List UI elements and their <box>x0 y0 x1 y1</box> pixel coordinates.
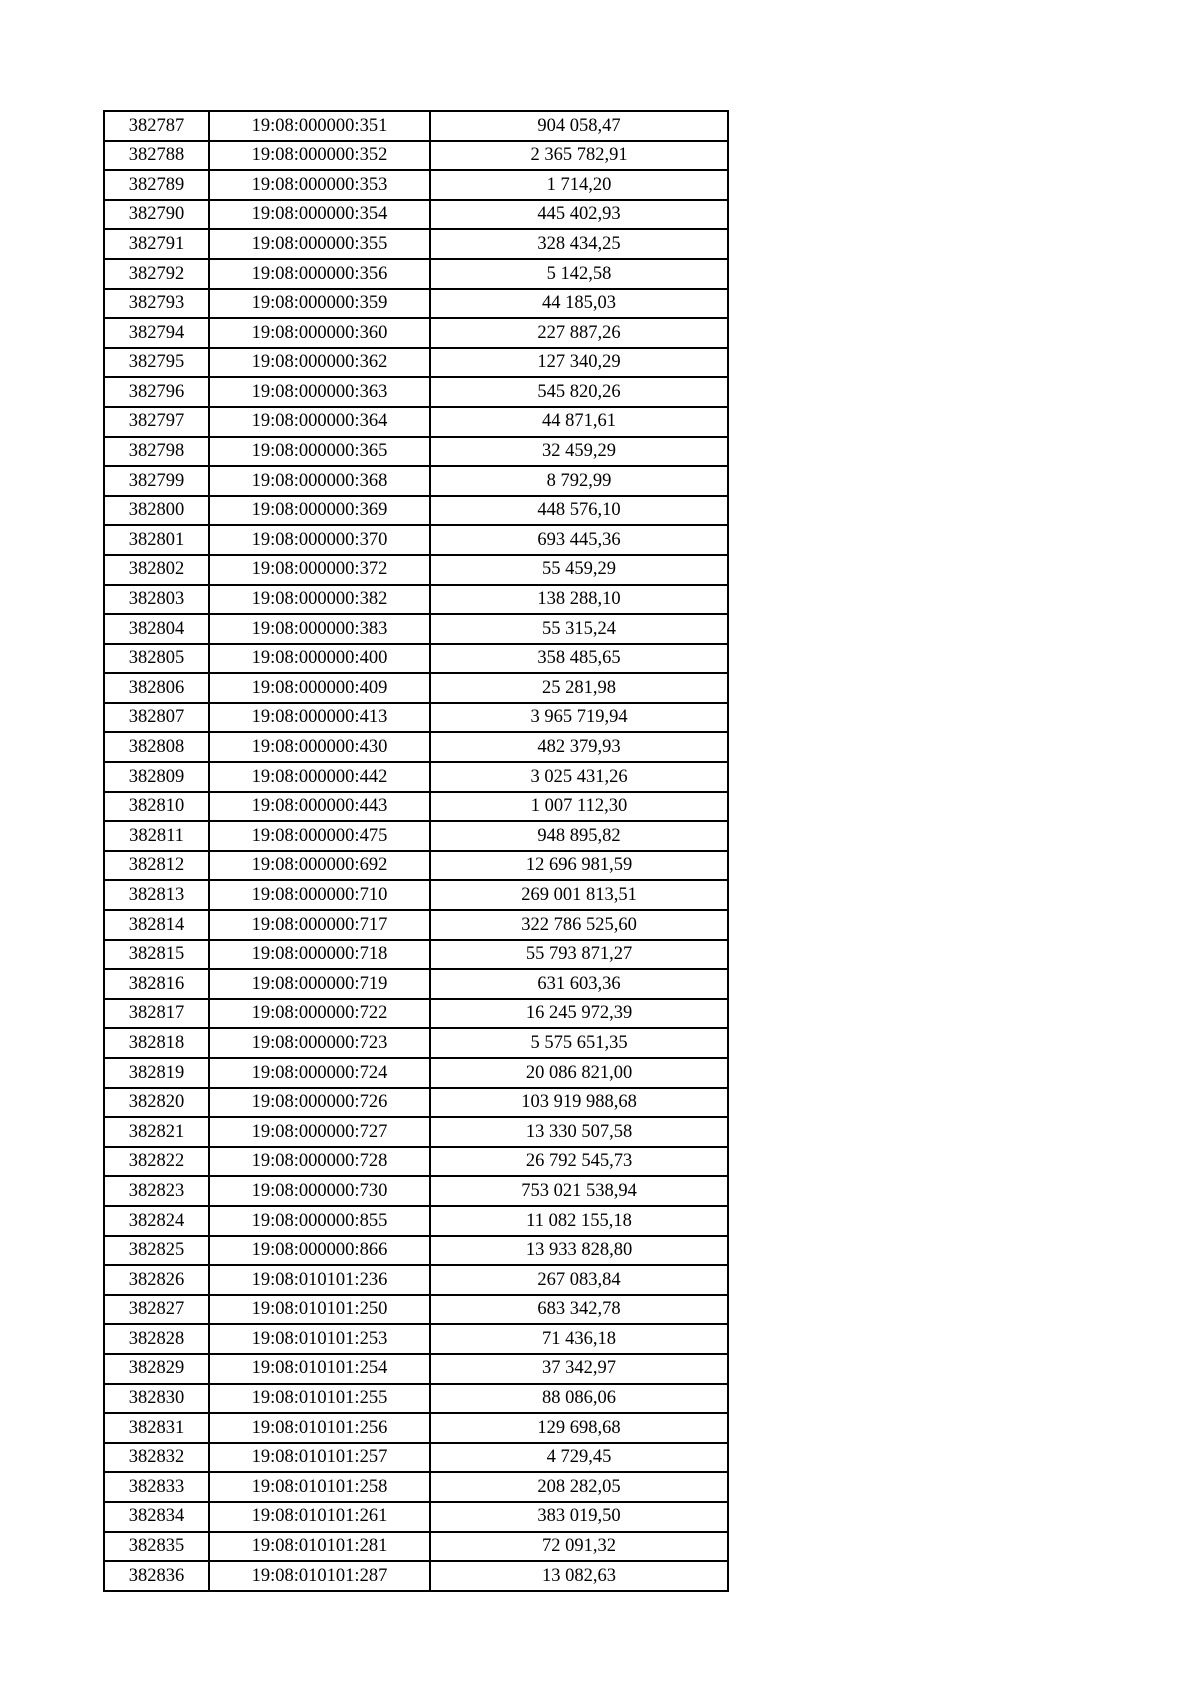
cadastral-value-cell: 55 459,29 <box>430 555 728 585</box>
table-row <box>104 259 728 289</box>
table-row <box>104 407 728 437</box>
cadastral-value-cell: 358 485,65 <box>430 644 728 674</box>
cadastral-number-cell: 19:08:000000:443 <box>209 792 430 822</box>
cadastral-number-cell: 19:08:000000:692 <box>209 851 430 881</box>
cadastral-value-cell: 88 086,06 <box>430 1384 728 1414</box>
table-row <box>104 644 728 674</box>
table-row <box>104 880 728 910</box>
row-number-cell: 382799 <box>104 466 209 496</box>
cadastral-value-cell: 631 603,36 <box>430 969 728 999</box>
row-number-cell: 382796 <box>104 377 209 407</box>
cadastral-number-cell: 19:08:000000:728 <box>209 1147 430 1177</box>
cadastral-number-cell: 19:08:000000:409 <box>209 673 430 703</box>
table-row <box>104 585 728 615</box>
cadastral-number-cell: 19:08:000000:370 <box>209 525 430 555</box>
row-number-cell: 382814 <box>104 910 209 940</box>
table-row <box>104 200 728 230</box>
row-number-cell: 382810 <box>104 792 209 822</box>
cadastral-number-cell: 19:08:000000:383 <box>209 614 430 644</box>
row-number-cell: 382800 <box>104 496 209 526</box>
row-number-cell: 382826 <box>104 1265 209 1295</box>
cadastral-value-cell: 138 288,10 <box>430 585 728 615</box>
cadastral-number-cell: 19:08:000000:365 <box>209 437 430 467</box>
cadastral-number-cell: 19:08:000000:362 <box>209 348 430 378</box>
table-row <box>104 1384 728 1414</box>
cadastral-number-cell: 19:08:000000:363 <box>209 377 430 407</box>
cadastral-value-cell: 12 696 981,59 <box>430 851 728 881</box>
cadastral-value-cell: 72 091,32 <box>430 1532 728 1562</box>
table-row <box>104 999 728 1029</box>
cadastral-value-cell: 44 185,03 <box>430 289 728 319</box>
row-number-cell: 382794 <box>104 318 209 348</box>
table-row <box>104 348 728 378</box>
cadastral-value-cell: 13 330 507,58 <box>430 1117 728 1147</box>
cadastral-number-cell: 19:08:000000:356 <box>209 259 430 289</box>
table-row <box>104 910 728 940</box>
table-row <box>104 1265 728 1295</box>
row-number-cell: 382817 <box>104 999 209 1029</box>
cadastral-number-cell: 19:08:000000:866 <box>209 1236 430 1266</box>
row-number-cell: 382793 <box>104 289 209 319</box>
cadastral-value-cell: 25 281,98 <box>430 673 728 703</box>
cadastral-value-cell: 3 965 719,94 <box>430 703 728 733</box>
cadastral-number-cell: 19:08:000000:855 <box>209 1206 430 1236</box>
cadastral-value-cell: 13 933 828,80 <box>430 1236 728 1266</box>
row-number-cell: 382797 <box>104 407 209 437</box>
row-number-cell: 382816 <box>104 969 209 999</box>
cadastral-number-cell: 19:08:010101:255 <box>209 1384 430 1414</box>
cadastral-number-cell: 19:08:010101:287 <box>209 1561 430 1591</box>
row-number-cell: 382795 <box>104 348 209 378</box>
table-row <box>104 1088 728 1118</box>
row-number-cell: 382833 <box>104 1472 209 1502</box>
cadastral-number-cell: 19:08:010101:258 <box>209 1472 430 1502</box>
cadastral-value-cell: 683 342,78 <box>430 1295 728 1325</box>
cadastral-value-cell: 328 434,25 <box>430 229 728 259</box>
cadastral-number-cell: 19:08:000000:413 <box>209 703 430 733</box>
table-row <box>104 1443 728 1473</box>
table-row <box>104 1295 728 1325</box>
row-number-cell: 382830 <box>104 1384 209 1414</box>
row-number-cell: 382811 <box>104 821 209 851</box>
row-number-cell: 382822 <box>104 1147 209 1177</box>
row-number-cell: 382824 <box>104 1206 209 1236</box>
table-row <box>104 1561 728 1591</box>
cadastral-number-cell: 19:08:000000:718 <box>209 940 430 970</box>
table-row <box>104 1058 728 1088</box>
cadastral-value-cell: 322 786 525,60 <box>430 910 728 940</box>
cadastral-number-cell: 19:08:010101:254 <box>209 1354 430 1384</box>
cadastral-value-cell: 129 698,68 <box>430 1413 728 1443</box>
cadastral-value-cell: 753 021 538,94 <box>430 1176 728 1206</box>
cadastral-number-cell: 19:08:010101:253 <box>209 1324 430 1354</box>
table-row <box>104 555 728 585</box>
row-number-cell: 382801 <box>104 525 209 555</box>
row-number-cell: 382832 <box>104 1443 209 1473</box>
cadastral-number-cell: 19:08:000000:360 <box>209 318 430 348</box>
row-number-cell: 382809 <box>104 762 209 792</box>
table-row <box>104 289 728 319</box>
cadastral-value-cell: 127 340,29 <box>430 348 728 378</box>
row-number-cell: 382788 <box>104 141 209 171</box>
cadastral-value-cell: 227 887,26 <box>430 318 728 348</box>
table-row <box>104 821 728 851</box>
table-row <box>104 318 728 348</box>
cadastral-number-cell: 19:08:000000:475 <box>209 821 430 851</box>
table-row <box>104 792 728 822</box>
table-row <box>104 732 728 762</box>
cadastral-value-cell: 5 575 651,35 <box>430 1028 728 1058</box>
row-number-cell: 382835 <box>104 1532 209 1562</box>
cadastral-value-table <box>103 110 729 1592</box>
table-body <box>104 111 728 1591</box>
cadastral-value-cell: 13 082,63 <box>430 1561 728 1591</box>
row-number-cell: 382815 <box>104 940 209 970</box>
table-row <box>104 614 728 644</box>
cadastral-value-cell: 904 058,47 <box>430 111 728 141</box>
cadastral-value-cell: 44 871,61 <box>430 407 728 437</box>
cadastral-number-cell: 19:08:010101:250 <box>209 1295 430 1325</box>
cadastral-number-cell: 19:08:000000:351 <box>209 111 430 141</box>
row-number-cell: 382798 <box>104 437 209 467</box>
cadastral-value-cell: 1 714,20 <box>430 170 728 200</box>
row-number-cell: 382829 <box>104 1354 209 1384</box>
cadastral-number-cell: 19:08:000000:726 <box>209 1088 430 1118</box>
cadastral-value-cell: 445 402,93 <box>430 200 728 230</box>
cadastral-number-cell: 19:08:010101:236 <box>209 1265 430 1295</box>
table-row <box>104 1028 728 1058</box>
cadastral-number-cell: 19:08:010101:257 <box>209 1443 430 1473</box>
cadastral-value-cell: 32 459,29 <box>430 437 728 467</box>
cadastral-value-cell: 2 365 782,91 <box>430 141 728 171</box>
table-row <box>104 1117 728 1147</box>
row-number-cell: 382825 <box>104 1236 209 1266</box>
cadastral-value-cell: 55 315,24 <box>430 614 728 644</box>
table-row <box>104 1354 728 1384</box>
cadastral-number-cell: 19:08:000000:369 <box>209 496 430 526</box>
row-number-cell: 382806 <box>104 673 209 703</box>
cadastral-number-cell: 19:08:000000:723 <box>209 1028 430 1058</box>
cadastral-value-cell: 3 025 431,26 <box>430 762 728 792</box>
table-row <box>104 377 728 407</box>
cadastral-value-cell: 1 007 112,30 <box>430 792 728 822</box>
table-row <box>104 762 728 792</box>
cadastral-value-cell: 948 895,82 <box>430 821 728 851</box>
cadastral-value-cell: 482 379,93 <box>430 732 728 762</box>
row-number-cell: 382790 <box>104 200 209 230</box>
cadastral-number-cell: 19:08:010101:256 <box>209 1413 430 1443</box>
cadastral-value-cell: 448 576,10 <box>430 496 728 526</box>
table-row <box>104 969 728 999</box>
row-number-cell: 382802 <box>104 555 209 585</box>
table-row <box>104 111 728 141</box>
cadastral-number-cell: 19:08:000000:364 <box>209 407 430 437</box>
row-number-cell: 382813 <box>104 880 209 910</box>
row-number-cell: 382823 <box>104 1176 209 1206</box>
cadastral-value-cell: 208 282,05 <box>430 1472 728 1502</box>
cadastral-value-cell: 103 919 988,68 <box>430 1088 728 1118</box>
cadastral-value-cell: 37 342,97 <box>430 1354 728 1384</box>
cadastral-value-cell: 26 792 545,73 <box>430 1147 728 1177</box>
table-row <box>104 851 728 881</box>
cadastral-number-cell: 19:08:000000:430 <box>209 732 430 762</box>
cadastral-value-cell: 20 086 821,00 <box>430 1058 728 1088</box>
cadastral-number-cell: 19:08:000000:382 <box>209 585 430 615</box>
table-row <box>104 466 728 496</box>
row-number-cell: 382791 <box>104 229 209 259</box>
row-number-cell: 382819 <box>104 1058 209 1088</box>
cadastral-number-cell: 19:08:000000:717 <box>209 910 430 940</box>
cadastral-number-cell: 19:08:000000:724 <box>209 1058 430 1088</box>
cadastral-value-cell: 11 082 155,18 <box>430 1206 728 1236</box>
cadastral-number-cell: 19:08:000000:400 <box>209 644 430 674</box>
cadastral-number-cell: 19:08:000000:730 <box>209 1176 430 1206</box>
cadastral-number-cell: 19:08:010101:281 <box>209 1532 430 1562</box>
table-row <box>104 940 728 970</box>
table-row <box>104 229 728 259</box>
row-number-cell: 382836 <box>104 1561 209 1591</box>
table-row <box>104 496 728 526</box>
cadastral-value-cell: 383 019,50 <box>430 1502 728 1532</box>
cadastral-value-cell: 16 245 972,39 <box>430 999 728 1029</box>
cadastral-value-cell: 8 792,99 <box>430 466 728 496</box>
table-row <box>104 437 728 467</box>
cadastral-number-cell: 19:08:000000:722 <box>209 999 430 1029</box>
table-row <box>104 1532 728 1562</box>
cadastral-number-cell: 19:08:000000:727 <box>209 1117 430 1147</box>
row-number-cell: 382834 <box>104 1502 209 1532</box>
cadastral-value-cell: 267 083,84 <box>430 1265 728 1295</box>
cadastral-number-cell: 19:08:000000:719 <box>209 969 430 999</box>
table-row <box>104 1236 728 1266</box>
table-row <box>104 170 728 200</box>
cadastral-number-cell: 19:08:010101:261 <box>209 1502 430 1532</box>
row-number-cell: 382789 <box>104 170 209 200</box>
table-row <box>104 525 728 555</box>
table-row <box>104 1206 728 1236</box>
row-number-cell: 382808 <box>104 732 209 762</box>
table-row <box>104 1502 728 1532</box>
cadastral-value-cell: 55 793 871,27 <box>430 940 728 970</box>
table-row <box>104 1472 728 1502</box>
cadastral-value-cell: 545 820,26 <box>430 377 728 407</box>
cadastral-number-cell: 19:08:000000:368 <box>209 466 430 496</box>
cadastral-number-cell: 19:08:000000:359 <box>209 289 430 319</box>
row-number-cell: 382828 <box>104 1324 209 1354</box>
cadastral-number-cell: 19:08:000000:353 <box>209 170 430 200</box>
row-number-cell: 382827 <box>104 1295 209 1325</box>
row-number-cell: 382804 <box>104 614 209 644</box>
row-number-cell: 382831 <box>104 1413 209 1443</box>
cadastral-value-cell: 5 142,58 <box>430 259 728 289</box>
cadastral-value-cell: 4 729,45 <box>430 1443 728 1473</box>
cadastral-number-cell: 19:08:000000:372 <box>209 555 430 585</box>
cadastral-value-cell: 269 001 813,51 <box>430 880 728 910</box>
table-row <box>104 1413 728 1443</box>
cadastral-number-cell: 19:08:000000:352 <box>209 141 430 171</box>
row-number-cell: 382805 <box>104 644 209 674</box>
row-number-cell: 382821 <box>104 1117 209 1147</box>
cadastral-number-cell: 19:08:000000:442 <box>209 762 430 792</box>
table-row <box>104 1147 728 1177</box>
table-row <box>104 141 728 171</box>
row-number-cell: 382787 <box>104 111 209 141</box>
row-number-cell: 382807 <box>104 703 209 733</box>
row-number-cell: 382792 <box>104 259 209 289</box>
cadastral-number-cell: 19:08:000000:710 <box>209 880 430 910</box>
cadastral-number-cell: 19:08:000000:355 <box>209 229 430 259</box>
table-row <box>104 1176 728 1206</box>
cadastral-value-cell: 71 436,18 <box>430 1324 728 1354</box>
table-row <box>104 673 728 703</box>
table-row <box>104 703 728 733</box>
row-number-cell: 382818 <box>104 1028 209 1058</box>
cadastral-value-cell: 693 445,36 <box>430 525 728 555</box>
row-number-cell: 382812 <box>104 851 209 881</box>
row-number-cell: 382820 <box>104 1088 209 1118</box>
cadastral-number-cell: 19:08:000000:354 <box>209 200 430 230</box>
table-row <box>104 1324 728 1354</box>
row-number-cell: 382803 <box>104 585 209 615</box>
